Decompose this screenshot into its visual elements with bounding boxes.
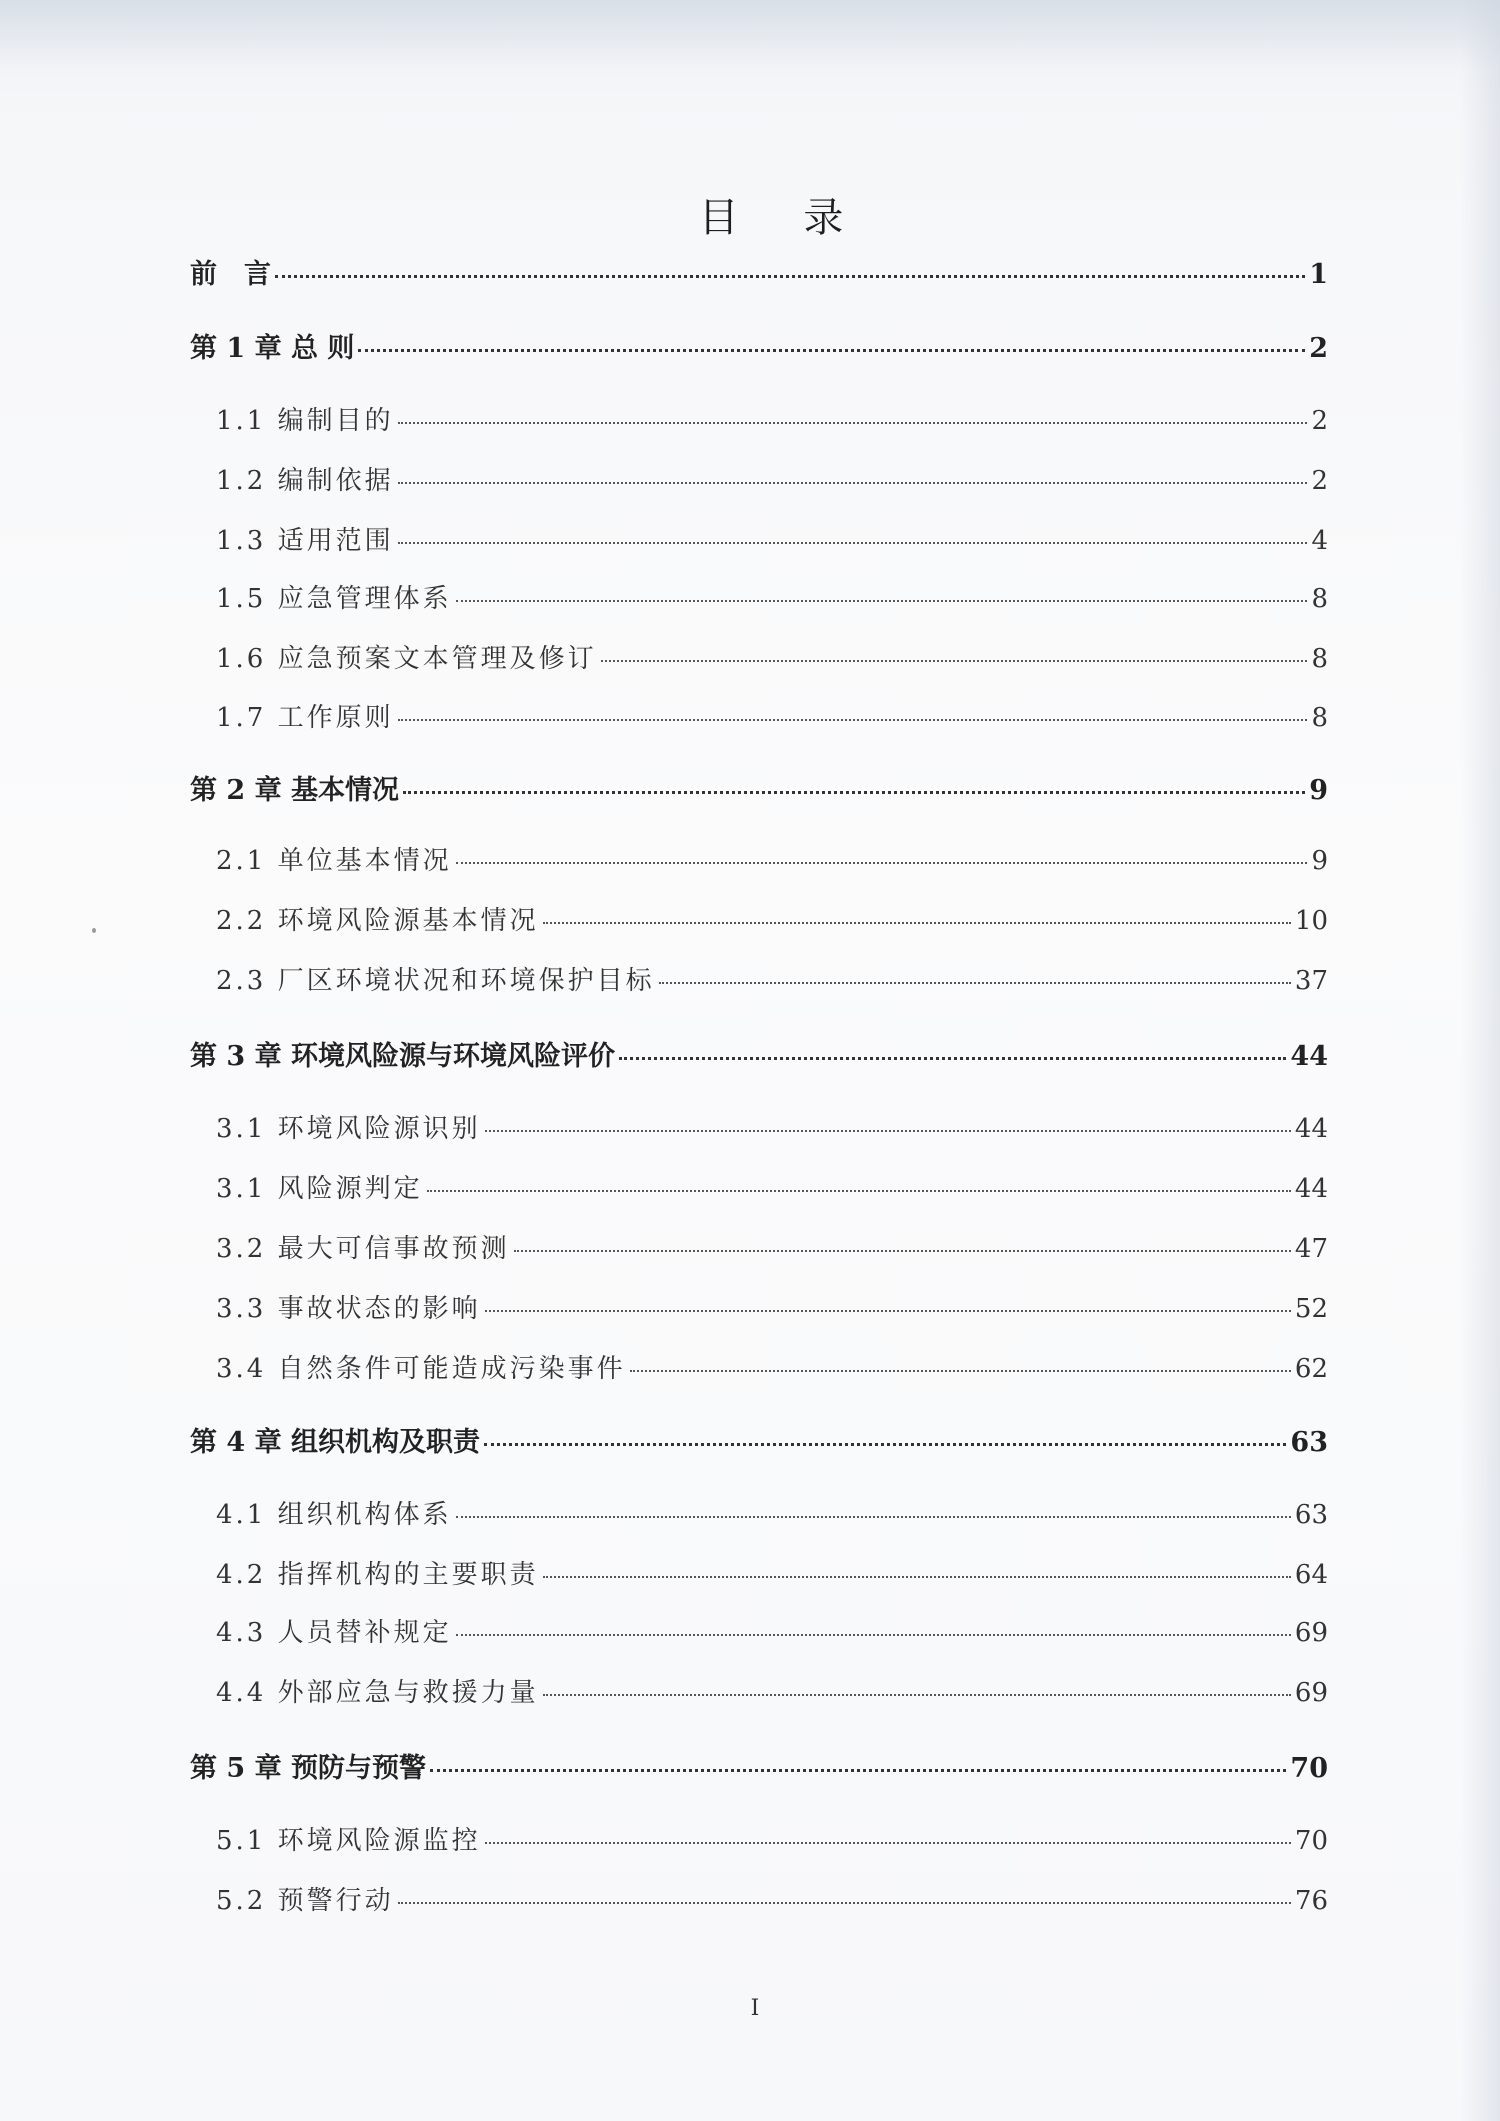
toc-chapter-entry[interactable] — [190, 1420, 1328, 1460]
toc-entry-label: 5.2 预警行动 — [216, 1886, 394, 1916]
toc-section-entry[interactable] — [216, 1612, 1328, 1652]
toc-section-entry[interactable] — [216, 697, 1328, 737]
toc-entry-label: 1.2 编制依据 — [216, 466, 394, 496]
toc-page-number: 8 — [1311, 703, 1328, 733]
dot-leader — [430, 1769, 1286, 1772]
toc-page-number: 76 — [1294, 1886, 1328, 1916]
toc-section-entry[interactable] — [216, 400, 1328, 440]
toc-page-number: 1 — [1309, 259, 1328, 290]
toc-section-entry[interactable] — [216, 1168, 1328, 1208]
page-title: 目 录 — [698, 195, 870, 241]
toc-chapter-entry[interactable] — [190, 1746, 1328, 1786]
toc-entry-label: 第 5 章 预防与预警 — [190, 1753, 426, 1784]
toc-section-entry[interactable] — [216, 1108, 1328, 1148]
toc-page-number: 2 — [1309, 333, 1328, 364]
toc-page-number: 37 — [1294, 966, 1328, 996]
toc-entry-label: 1.3 适用范围 — [216, 526, 394, 556]
dot-leader — [275, 275, 1305, 278]
dot-leader — [398, 482, 1308, 484]
toc-page-number: 44 — [1294, 1174, 1328, 1204]
toc-entry-label: 第 3 章 环境风险源与环境风险评价 — [190, 1041, 615, 1072]
toc-section-entry[interactable] — [216, 520, 1328, 560]
toc-entry-label: 4.3 人员替补规定 — [216, 1618, 452, 1648]
dot-leader — [485, 1842, 1291, 1844]
dot-leader — [484, 1443, 1286, 1446]
dot-leader — [456, 1516, 1291, 1518]
toc-page-number: 44 — [1290, 1041, 1328, 1072]
toc-page-number: 9 — [1309, 775, 1328, 806]
dot-leader — [659, 982, 1291, 984]
dot-leader — [456, 600, 1308, 602]
toc-section-entry[interactable] — [216, 1348, 1328, 1388]
toc-page-number: 69 — [1294, 1678, 1328, 1708]
toc-entry-label: 4.4 外部应急与救援力量 — [216, 1678, 539, 1708]
toc-page-number: 64 — [1294, 1560, 1328, 1590]
toc-entry-label: 第 2 章 基本情况 — [190, 775, 399, 806]
dot-leader — [485, 1130, 1291, 1132]
toc-section-entry[interactable] — [216, 638, 1328, 678]
dot-leader — [630, 1370, 1291, 1372]
toc-entry-label: 3.2 最大可信事故预测 — [216, 1234, 510, 1264]
toc-entry-label: 5.1 环境风险源监控 — [216, 1826, 481, 1856]
dot-leader — [358, 349, 1305, 352]
toc-section-entry[interactable] — [216, 960, 1328, 1000]
toc-entry-label: 2.3 厂区环境状况和环境保护目标 — [216, 966, 655, 996]
dot-leader — [398, 422, 1308, 424]
toc-page-number: 47 — [1294, 1234, 1328, 1264]
toc-page-number: 8 — [1311, 644, 1328, 674]
dot-leader — [456, 862, 1308, 864]
toc-entry-label: 第 4 章 组织机构及职责 — [190, 1427, 480, 1458]
toc-chapter-entry[interactable] — [190, 326, 1328, 366]
dot-leader — [403, 791, 1305, 794]
dot-leader — [485, 1310, 1291, 1312]
toc-entry-label: 3.3 事故状态的影响 — [216, 1294, 481, 1324]
toc-entry-label: 1.5 应急管理体系 — [216, 584, 452, 614]
toc-page-number: 52 — [1294, 1294, 1328, 1324]
dot-leader — [514, 1250, 1291, 1252]
toc-entry-label: 1.6 应急预案文本管理及修订 — [216, 644, 597, 674]
toc-page-number: 70 — [1294, 1826, 1328, 1856]
toc-section-entry[interactable] — [216, 460, 1328, 500]
dot-leader — [398, 719, 1308, 721]
toc-section-entry[interactable] — [216, 1820, 1328, 1860]
toc-section-entry[interactable] — [216, 1672, 1328, 1712]
dot-leader — [398, 542, 1308, 544]
toc-page-number: 63 — [1294, 1500, 1328, 1530]
toc-page-number: 8 — [1311, 584, 1328, 614]
toc-page-number: 69 — [1294, 1618, 1328, 1648]
toc-section-entry[interactable] — [216, 1880, 1328, 1920]
toc-entry-label: 1.1 编制目的 — [216, 406, 394, 436]
toc-section-entry[interactable] — [216, 840, 1328, 880]
toc-entry-label: 3.1 环境风险源识别 — [216, 1114, 481, 1144]
dot-leader — [543, 922, 1291, 924]
dot-leader — [427, 1190, 1291, 1192]
toc-page-number: 4 — [1311, 526, 1328, 556]
dot-leader — [456, 1634, 1291, 1636]
page-number-footer: I — [750, 1996, 760, 2021]
toc-entry-label: 4.2 指挥机构的主要职责 — [216, 1560, 539, 1590]
dot-leader — [543, 1694, 1291, 1696]
toc-entry-label: 3.1 风险源判定 — [216, 1174, 423, 1204]
toc-entry-label: 3.4 自然条件可能造成污染事件 — [216, 1354, 626, 1384]
toc-page-number: 2 — [1311, 466, 1328, 496]
toc-page-number: 62 — [1294, 1354, 1328, 1384]
toc-section-entry[interactable] — [216, 1288, 1328, 1328]
toc-page-number: 9 — [1311, 846, 1328, 876]
toc-entry-label: 4.1 组织机构体系 — [216, 1500, 452, 1530]
dot-leader — [619, 1057, 1286, 1060]
toc-section-entry[interactable] — [216, 1554, 1328, 1594]
toc-chapter-entry[interactable] — [190, 1034, 1328, 1074]
toc-entry-label: 2.2 环境风险源基本情况 — [216, 906, 539, 936]
toc-page-number: 44 — [1294, 1114, 1328, 1144]
dot-leader — [398, 1902, 1291, 1904]
toc-section-entry[interactable] — [216, 900, 1328, 940]
dot-leader — [601, 660, 1308, 662]
toc-chapter-entry[interactable] — [190, 768, 1328, 808]
toc-page-number: 63 — [1290, 1427, 1328, 1458]
toc-page-number: 70 — [1290, 1753, 1328, 1784]
toc-section-entry[interactable] — [216, 1494, 1328, 1534]
dot-leader — [543, 1576, 1291, 1578]
toc-entry-label: 第 1 章 总 则 — [190, 333, 355, 364]
toc-section-entry[interactable] — [216, 578, 1328, 618]
toc-entry-label: 2.1 单位基本情况 — [216, 846, 452, 876]
toc-page-number: 2 — [1311, 406, 1328, 436]
toc-entry-label: 前 言 — [190, 259, 271, 290]
toc-entry-label: 1.7 工作原则 — [216, 703, 394, 733]
toc-chapter-entry[interactable] — [190, 252, 1328, 292]
toc-section-entry[interactable] — [216, 1228, 1328, 1268]
toc-page-number: 10 — [1294, 906, 1328, 936]
